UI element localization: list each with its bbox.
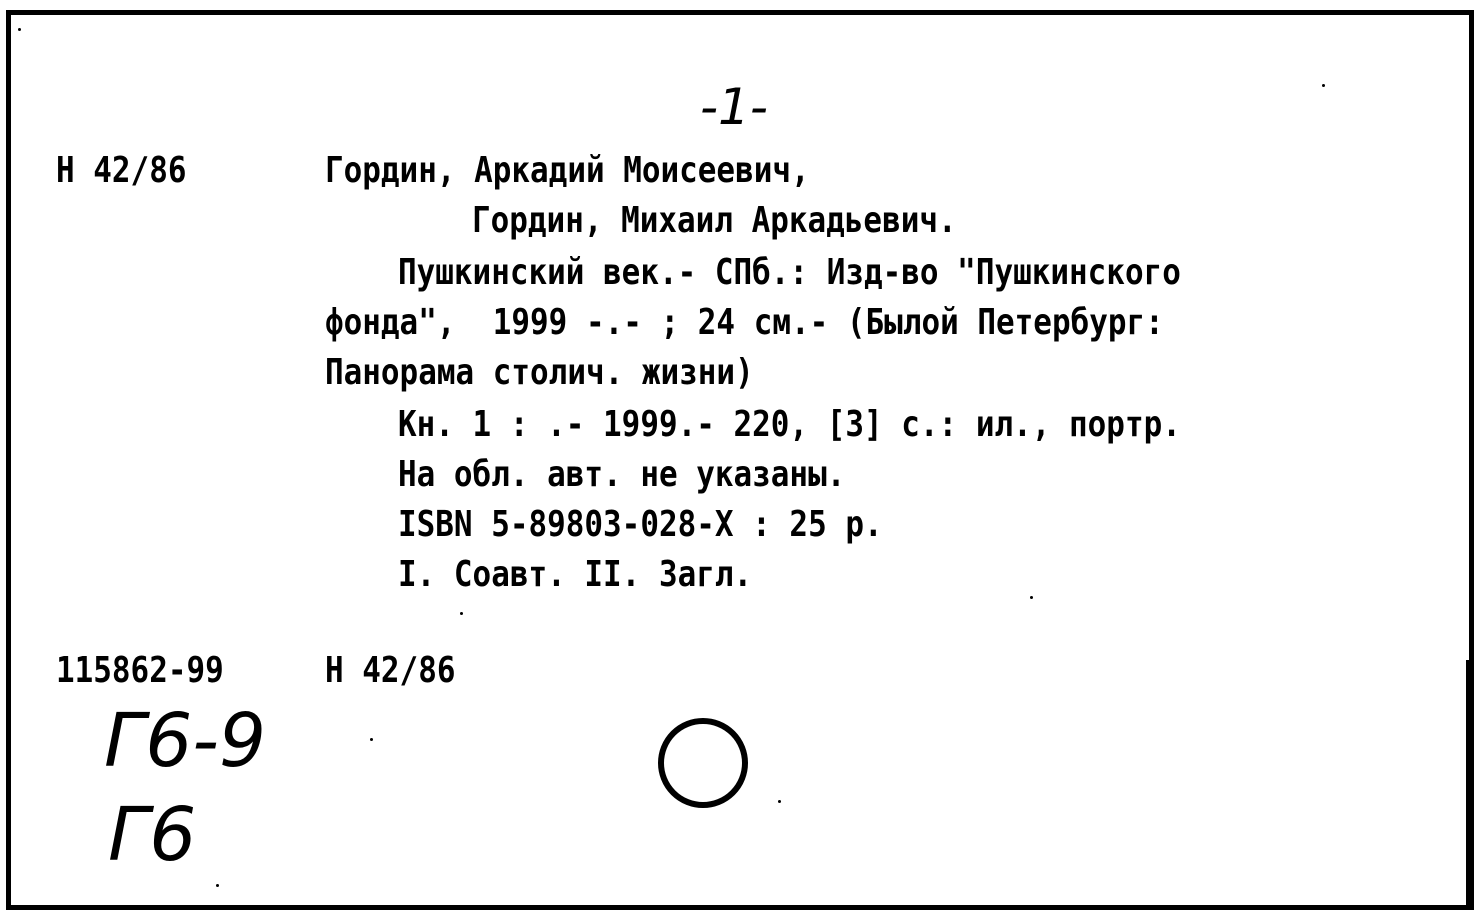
author-second: Гордин, Михаил Аркадьевич.: [472, 200, 957, 241]
scan-speck: [1030, 596, 1033, 599]
card-edge-shadow: [1466, 660, 1474, 906]
shelf-mark-bottom: Н 42/86: [325, 650, 456, 691]
title-line-2: фонда", 1999 -.- ; 24 см.- (Былой Петербург:: [325, 302, 1164, 343]
scan-speck: [778, 800, 781, 803]
title-line-1: Пушкинский век.- СПб.: Изд-во "Пушкинского: [398, 252, 1181, 293]
scan-speck: [370, 738, 373, 741]
note-line: На обл. авт. не указаны.: [398, 454, 846, 495]
inventory-number: 115862-99: [56, 650, 224, 691]
scan-speck: [216, 884, 219, 887]
scan-speck: [460, 612, 463, 615]
title-line-3: Панорама столич. жизни): [325, 352, 754, 393]
volume-line: Кн. 1 : .- 1999.- 220, [3] с.: ил., портр.: [398, 404, 1181, 445]
author-main: Гордин, Аркадий Моисеевич,: [325, 150, 810, 191]
handwritten-code-1: Г6-9: [104, 698, 267, 784]
scan-speck: [1322, 84, 1325, 87]
punch-hole-circle: [658, 718, 748, 808]
shelf-mark: Н 42/86: [56, 150, 187, 191]
handwritten-code-2: Г6: [108, 792, 197, 878]
tracings-line: I. Соавт. II. Загл.: [398, 554, 753, 595]
page-number: -1-: [700, 78, 768, 136]
isbn-line: ISBN 5-89803-028-X : 25 р.: [398, 504, 883, 545]
scan-speck: [18, 28, 21, 31]
